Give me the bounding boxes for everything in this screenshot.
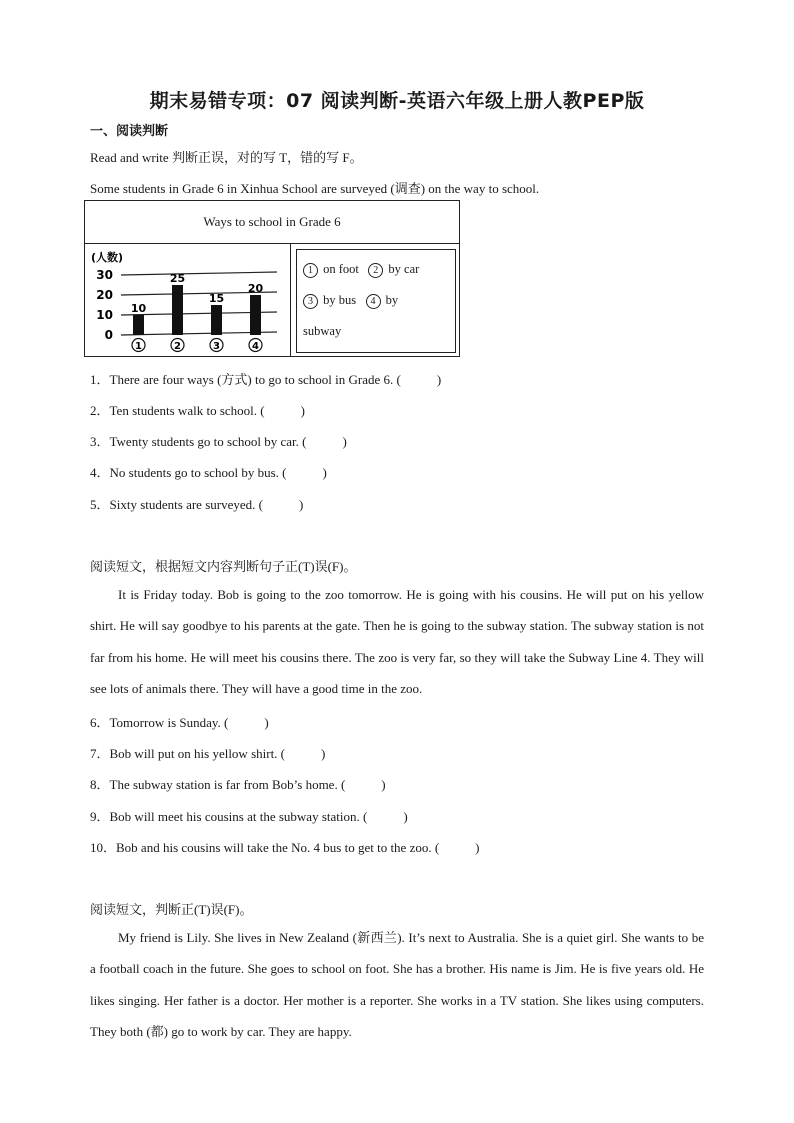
question-4 — [90, 462, 327, 481]
question-text: Twenty students go to school by car. ( — [109, 434, 307, 449]
legend-row-1 — [303, 254, 449, 285]
question-close: ) — [342, 434, 347, 449]
bar — [211, 305, 222, 335]
legend-mark-4: 4 — [366, 294, 381, 309]
chart-legend — [296, 249, 456, 353]
section1-intro: Some students in Grade 6 in Xinhua School are surveyed (调查) on the way to school. — [90, 181, 540, 196]
legend-label-5: subway — [303, 324, 342, 338]
question-text: The subway station is far from Bob’s home. ( — [109, 777, 346, 792]
question-number: 6． — [90, 715, 110, 730]
question-number: 5． — [90, 497, 110, 512]
legend-mark-1: 1 — [303, 263, 318, 278]
question-close: ) — [381, 777, 386, 792]
question-close: ) — [298, 497, 304, 512]
question-close: ) — [300, 403, 305, 418]
bar — [172, 285, 183, 335]
y-tick-label: 10 — [96, 308, 113, 322]
legend-label-3: by bus — [323, 293, 357, 307]
section1-instruction: Read and write 判断正误，对的写 T，错的写 F。 — [90, 150, 363, 165]
question-text: Tomorrow is Sunday. ( — [109, 715, 229, 730]
question-number: 2． — [90, 403, 110, 418]
bar-chart — [87, 243, 287, 357]
question-text: Ten students walk to school. ( — [109, 403, 265, 418]
question-close: ) — [436, 372, 442, 387]
page-title: 期末易错专项：07 阅读判断-英语六年级上册人教PEP版 — [149, 90, 645, 112]
chart-divider — [290, 243, 291, 357]
gridline — [121, 272, 277, 275]
question-close: ) — [264, 715, 269, 730]
survey-chart-box — [84, 200, 460, 357]
legend-mark-3: 3 — [303, 294, 318, 309]
question-5 — [90, 494, 303, 513]
x-tick-label: 2 — [174, 341, 181, 352]
question-text: Bob will put on his yellow shirt. ( — [109, 746, 286, 761]
section3-passage: My friend is Lily. She lives in New Zealand (新西兰). It’s next to Australia. She is a quiet girl. She wants to be a football coach in the future. She goes to school on foot. She has a brother. His name is Jim. He is five years old. He likes singing. Her father is a doctor. Her mother is a reporter. She works in a TV station. She likes using computers. They both (都) go to work by car. They are happy. — [90, 930, 704, 1039]
x-tick-label: 4 — [252, 341, 259, 352]
legend-row-3 — [303, 316, 449, 347]
question-3 — [90, 431, 347, 450]
question-8 — [90, 774, 386, 793]
bar-value-label: 15 — [208, 292, 225, 305]
legend-label-4: by — [385, 293, 399, 307]
bar — [133, 315, 144, 335]
question-1 — [90, 369, 441, 388]
question-close: ) — [403, 809, 408, 824]
question-text: No students go to school by bus. ( — [109, 465, 287, 480]
section-heading: 一、阅读判断 — [90, 124, 169, 139]
x-tick-label: 3 — [213, 341, 220, 352]
x-tick-label: 1 — [135, 341, 142, 352]
y-tick-label: 20 — [96, 288, 113, 302]
y-tick-label: 30 — [96, 268, 113, 282]
question-close: ) — [475, 840, 480, 855]
question-number: 8． — [90, 777, 110, 792]
question-9 — [90, 806, 408, 825]
question-number: 3． — [90, 434, 110, 449]
legend-row-2 — [303, 285, 449, 316]
bar-value-label: 25 — [169, 272, 186, 285]
question-close: ) — [321, 746, 326, 761]
bar-value-label: 20 — [247, 282, 264, 295]
question-2 — [90, 400, 305, 419]
question-number: 10． — [90, 840, 117, 855]
bar — [250, 295, 261, 335]
question-6 — [90, 712, 269, 731]
question-text: Sixty students are surveyed. ( — [109, 497, 263, 512]
question-number: 1． — [90, 372, 110, 387]
section3-instruction: 阅读短文，判断正(T)误(F)。 — [90, 902, 253, 917]
question-7 — [90, 743, 325, 762]
question-number: 7． — [90, 746, 110, 761]
chart-title: Ways to school in Grade 6 — [85, 201, 459, 244]
legend-label-1: on foot — [323, 262, 359, 276]
section2-instruction: 阅读短文，根据短文内容判断句子正(T)误(F)。 — [90, 559, 357, 574]
y-axis-label: (人数) — [91, 251, 124, 264]
question-text: Bob and his cousins will take the No. 4 bus to get to the zoo. ( — [116, 840, 440, 855]
question-text: There are four ways (方式) to go to school in Grade 6. ( — [109, 372, 401, 387]
question-number: 4． — [90, 465, 110, 480]
bar-value-label: 10 — [130, 302, 147, 315]
section2-passage: It is Friday today. Bob is going to the zoo tomorrow. He is going with his cousins. He will put on his yellow shirt. He will say goodbye to his parents at the gate. Then he is going to the subway station. The subway station is not far from his home. He will meet his cousins there. The zoo is very far, so they will take the Subway Line 4. They will see lots of animals there. They will have a good time in the zoo. — [90, 587, 704, 696]
question-close: ) — [322, 465, 327, 480]
question-text: Bob will meet his cousins at the subway station. ( — [109, 809, 368, 824]
y-tick-label: 0 — [104, 328, 113, 342]
legend-mark-2: 2 — [368, 263, 383, 278]
legend-label-2: by car — [388, 262, 420, 276]
question-10 — [90, 837, 480, 856]
question-number: 9． — [90, 809, 110, 824]
